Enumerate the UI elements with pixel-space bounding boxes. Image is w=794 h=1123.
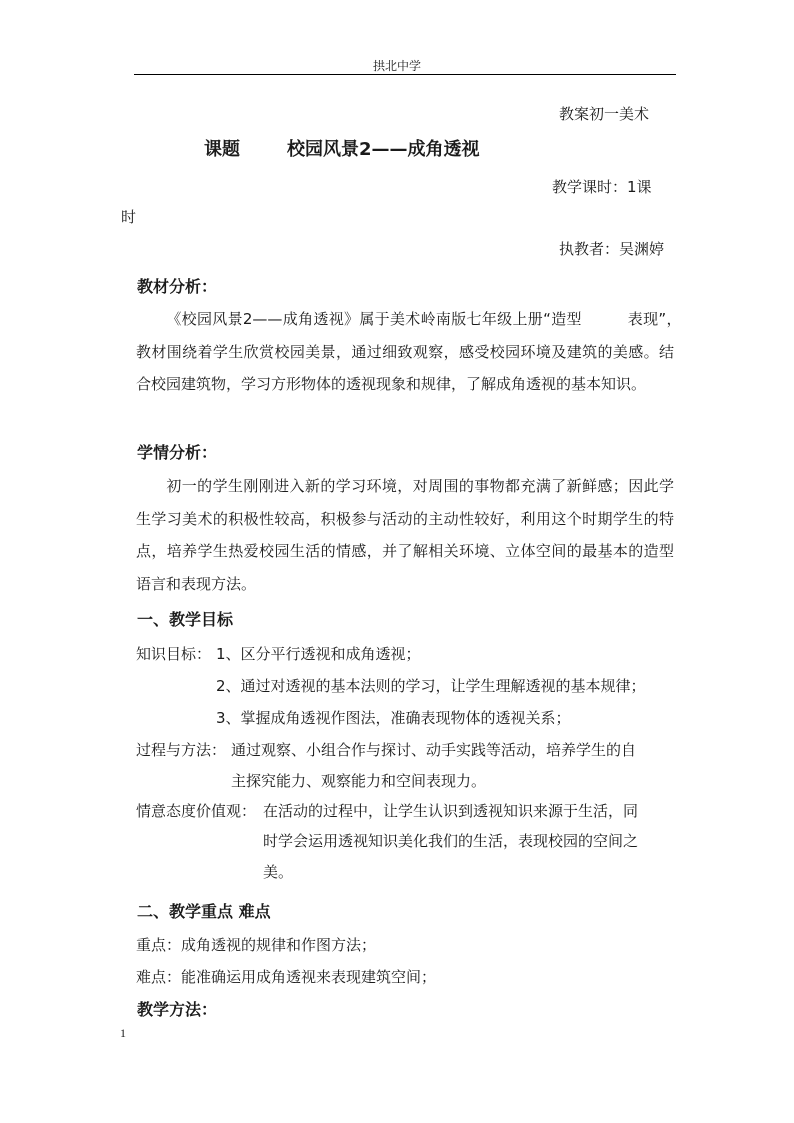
knowledge-goal-2: 2、通过对透视的基本法则的学习，让学生理解透视的基本规律； [216,677,646,695]
teacher-name: 执教者：吴渊婷 [559,240,665,258]
topic-title: 校园风景2——成角透视 [287,139,480,160]
key-point: 重点：成角透视的规律和作图方法； [136,936,377,954]
process-goal-line1: 通过观察、小组合作与探讨、动手实践等活动，培养学生的自 [231,741,637,759]
material-analysis-heading: 教材分析： [137,277,218,296]
knowledge-goal-1: 1、区分平行透视和成角透视； [216,645,421,663]
methods-heading: 教学方法： [137,1000,218,1019]
focus-heading: 二、教学重点 难点 [137,902,271,921]
difficulty-point: 难点：能准确运用成角透视来表现建筑空间； [136,968,437,986]
doc-category: 教案初一美术 [559,105,650,123]
page-number: 1 [120,1026,126,1040]
knowledge-goal-3: 3、掌握成角透视作图法，准确表现物体的透视关系； [216,709,571,727]
attitude-goal-line1: 在活动的过程中，让学生认识到透视知识来源于生活，同 [263,802,639,820]
student-analysis-heading: 学情分析： [137,443,218,462]
goals-heading: 一、教学目标 [137,610,234,629]
process-goal-label: 过程与方法： [136,741,227,759]
class-hours-line1: 教学课时：1课 [552,178,652,196]
attitude-goal-line3: 美。 [263,863,294,881]
page-header-school: 拱北中学 [372,59,421,73]
attitude-goal-line2: 时学会运用透视知识美化我们的生活，表现校园的空间之 [263,832,639,850]
student-analysis-paragraph [136,470,674,600]
knowledge-goal-label: 知识目标： [136,645,212,663]
student-analysis-text: 初一的学生刚刚进入新的学习环境，对周围的事物都充满了新鲜感；因此学生学习美术的积极性较高，积极参与活动的主动性较好，利用这个时期学生的特点，培养学生热爱校园生活的情感，并了解相关环境、立体空间的最基本的造型语言和表现方法。 [136,477,674,593]
attitude-goal-label: 情意态度价值观： [136,802,257,820]
material-analysis-paragraph [136,303,690,401]
class-hours-line2: 时 [121,208,137,226]
header-rule [134,74,676,75]
material-analysis-text: 《校园风景2——成角透视》属于美术岭南版七年级上册“造型 表现”， 教材围绕着学生欣赏校园美景，通过细致观察，感受校园环境及建筑的美感。结合校园建筑物，学习方形物体的透视现象和规律，了解成角透视的基本知识。 [136,310,690,393]
process-goal-line2: 主探究能力、观察能力和空间表现力。 [231,772,487,790]
topic-label: 课题 [204,139,240,160]
